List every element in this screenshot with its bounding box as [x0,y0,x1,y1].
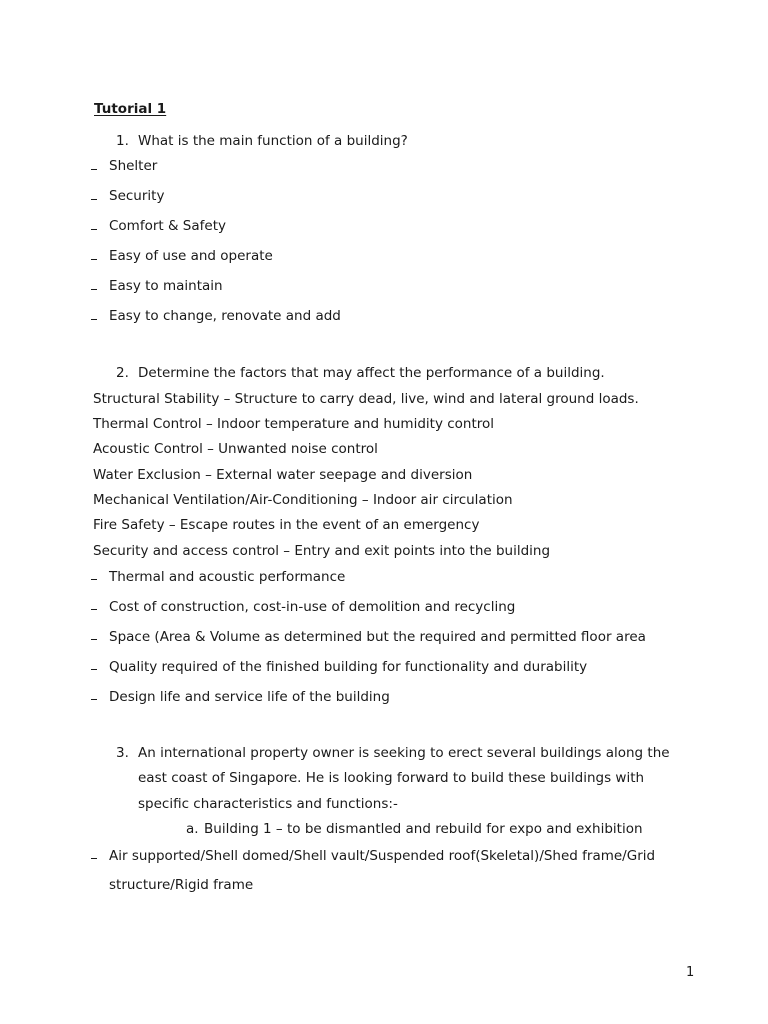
list-item: Security [109,188,165,204]
bullet-dash [91,639,97,640]
bullet-dash [91,699,97,700]
list-item: Quality required of the finished building for functionality and durability [109,659,588,675]
question-number: 1. [116,133,129,149]
bullet-dash [91,259,97,260]
list-item: Cost of construction, cost-in-use of demolition and recycling [109,599,516,615]
question-number: 2. [116,365,129,381]
list-item: Easy to maintain [109,278,223,294]
bullet-dash [91,858,97,859]
list-item: Comfort & Safety [109,218,226,234]
question-text-continued: east coast of Singapore. He is looking forward to build these buildings with [138,770,645,786]
bullet-dash [91,609,97,610]
question-number: 3. [116,745,129,761]
question-text-continued: specific characteristics and functions:- [138,796,398,812]
bullet-dash [91,169,97,170]
bullet-dash [91,319,97,320]
list-item: Easy of use and operate [109,248,273,264]
bullet-dash [91,579,97,580]
bullet-dash [91,229,97,230]
factor-line: Security and access control – Entry and exit points into the building [93,543,551,559]
document-title: Tutorial 1 [94,101,167,117]
question-text: Determine the factors that may affect the performance of a building. [138,365,605,381]
list-item: Air supported/Shell domed/Shell vault/Suspended roof(Skeletal)/Shed frame/Grid [109,848,656,864]
sub-question-text: Building 1 – to be dismantled and rebuild for expo and exhibition [204,821,643,837]
factor-line: Fire Safety – Escape routes in the event of an emergency [93,517,480,533]
question-text: What is the main function of a building? [138,133,408,149]
list-item: Thermal and acoustic performance [109,569,346,585]
question-2 [116,367,605,381]
bullet-dash [91,669,97,670]
factor-line: Structural Stability – Structure to carry dead, live, wind and lateral ground loads. [93,391,639,407]
factor-line: Thermal Control – Indoor temperature and humidity control [93,416,495,432]
list-item: Shelter [109,158,158,174]
list-item: Design life and service life of the building [109,689,390,705]
sub-question-a [186,823,643,837]
sub-question-label: a. [186,821,199,837]
question-text: An international property owner is seeking to erect several buildings along the [138,745,670,761]
list-item: Easy to change, renovate and add [109,308,341,324]
bullet-dash [91,289,97,290]
list-item-continued: structure/Rigid frame [109,877,254,893]
factor-line: Water Exclusion – External water seepage and diversion [93,467,473,483]
factor-line: Mechanical Ventilation/Air-Conditioning – Indoor air circulation [93,492,513,508]
list-item: Space (Area & Volume as determined but the required and permitted floor area [109,629,646,645]
question-3 [116,747,670,761]
factor-line: Acoustic Control – Unwanted noise control [93,441,378,457]
page-number: 1 [686,965,695,980]
bullet-dash [91,199,97,200]
question-1 [116,135,408,149]
